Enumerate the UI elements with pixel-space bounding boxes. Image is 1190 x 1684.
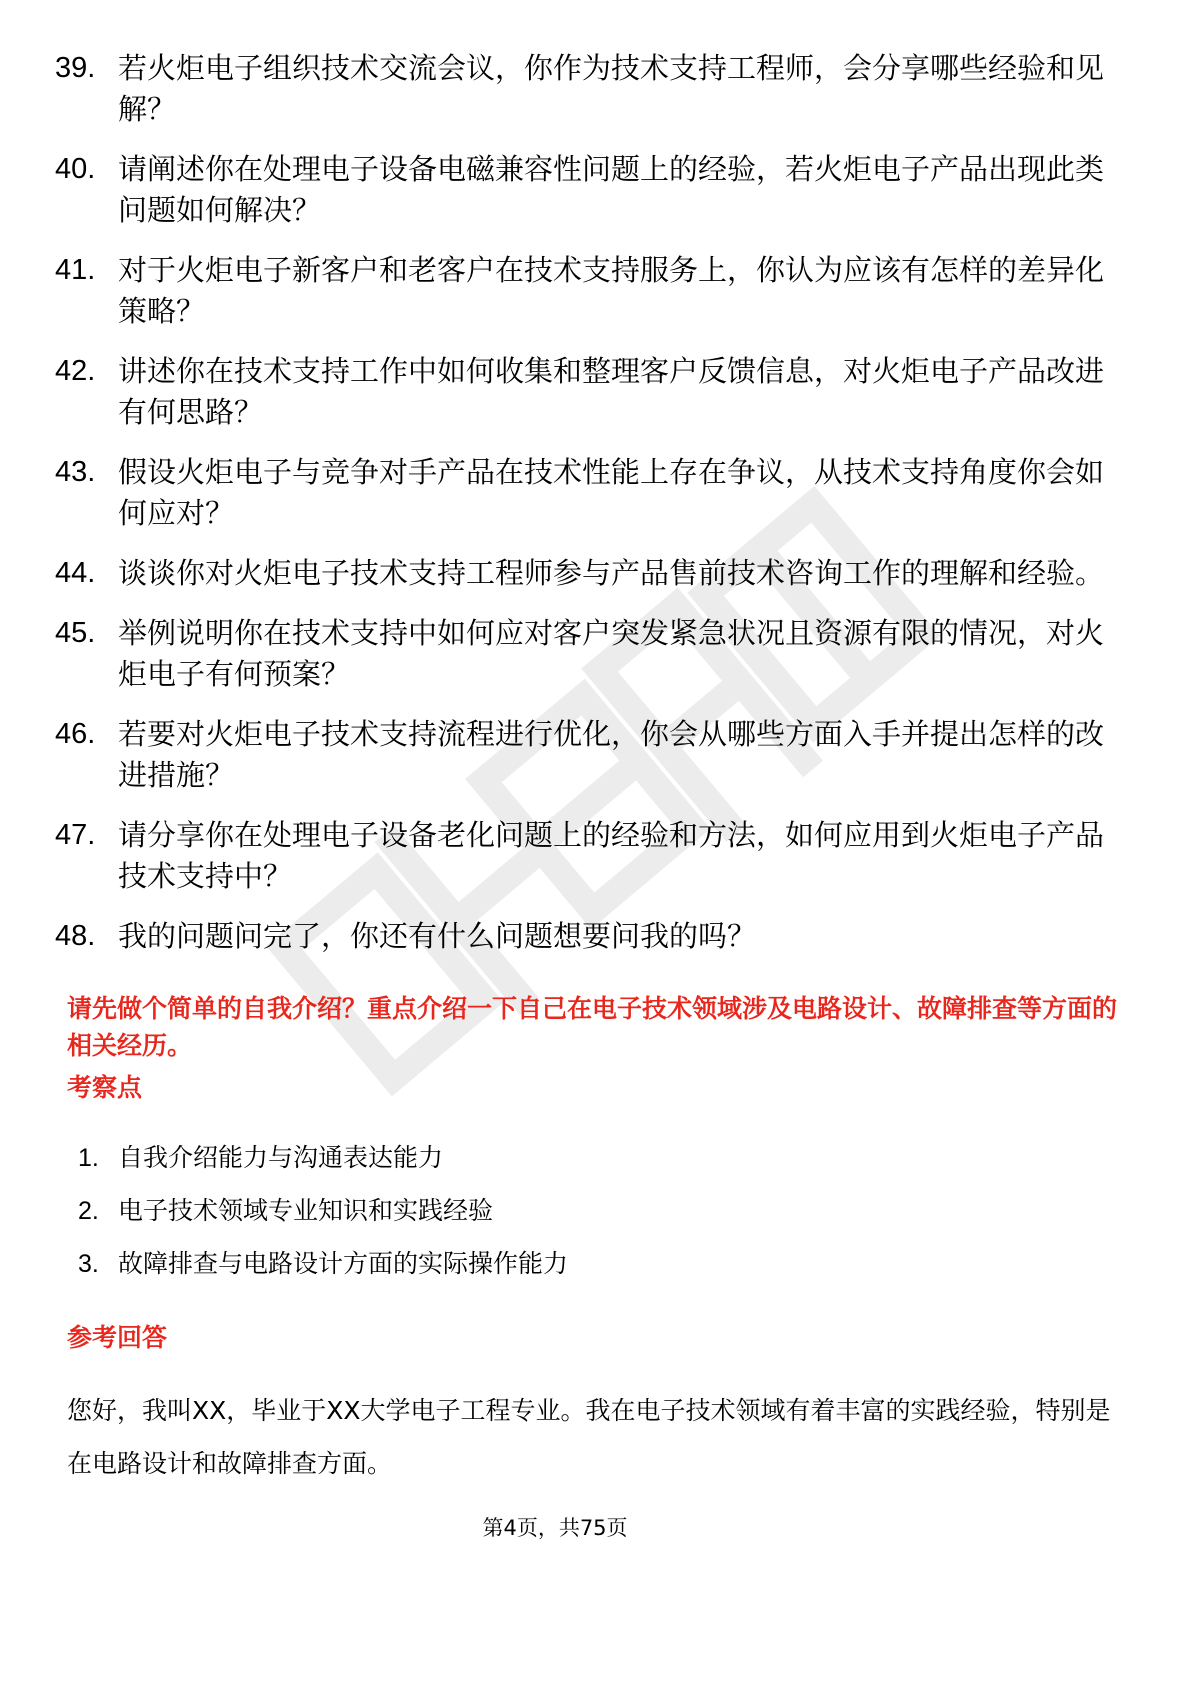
assessment-points-label: 考察点 (67, 1073, 143, 1102)
question-number: 47. (55, 819, 96, 851)
question-number: 46. (55, 718, 96, 750)
question-item (55, 815, 1135, 897)
question-number: 48. (55, 920, 96, 952)
point-number: 2. (78, 1197, 99, 1225)
section-question-heading: 请先做个简单的自我介绍？重点介绍一下自己在电子技术领域涉及电路设计、故障排查等方面的相关经历。 (67, 994, 1118, 1060)
question-text: 请阐述你在处理电子设备电磁兼容性问题上的经验，若火炬电子产品出现此类问题如何解决？ (118, 152, 1105, 227)
question-text: 谈谈你对火炬电子技术支持工程师参与产品售前技术咨询工作的理解和经验。 (118, 556, 1105, 590)
question-number: 45. (55, 617, 96, 649)
question-text: 我的问题问完了，你还有什么问题想要问我的吗？ (118, 919, 757, 953)
point-text: 故障排查与电路设计方面的实际操作能力 (118, 1249, 569, 1278)
question-item (55, 149, 1135, 231)
reference-answer-label: 参考回答 (67, 1323, 168, 1352)
question-text: 举例说明你在技术支持中如何应对客户突发紧急状况且资源有限的情况，对火炬电子有何预案？ (118, 616, 1105, 691)
assessment-point (78, 1246, 568, 1299)
question-item (55, 250, 1135, 332)
point-text: 电子技术领域专业知识和实践经验 (118, 1196, 494, 1225)
point-number: 1. (78, 1144, 99, 1172)
question-item (55, 916, 1135, 957)
assessment-points-list (78, 1140, 568, 1299)
question-item (55, 613, 1135, 695)
assessment-point (78, 1193, 568, 1246)
question-item (55, 351, 1135, 433)
point-number: 3. (78, 1250, 99, 1278)
question-text: 若火炬电子组织技术交流会议，你作为技术支持工程师，会分享哪些经验和见解？ (118, 51, 1105, 126)
question-number: 41. (55, 254, 96, 286)
reference-answer-text: 您好，我叫XX，毕业于XX大学电子工程专业。我在电子技术领域有着丰富的实践经验，特别是在电路设计和故障排查方面。 (67, 1396, 1111, 1478)
question-text: 请分享你在处理电子设备老化问题上的经验和方法，如何应用到火炬电子产品技术支持中？ (118, 818, 1105, 893)
question-text: 讲述你在技术支持工作中如何收集和整理客户反馈信息，对火炬电子产品改进有何思路？ (118, 354, 1105, 429)
assessment-point (78, 1140, 568, 1193)
question-text: 若要对火炬电子技术支持流程进行优化，你会从哪些方面入手并提出怎样的改进措施？ (118, 717, 1105, 792)
question-item (55, 553, 1135, 594)
question-list (55, 48, 1135, 976)
question-text: 假设火炬电子与竞争对手产品在技术性能上存在争议，从技术支持角度你会如何应对？ (118, 455, 1105, 530)
question-item (55, 452, 1135, 534)
question-item (55, 714, 1135, 796)
question-number: 42. (55, 355, 96, 387)
question-number: 40. (55, 153, 96, 185)
page-footer: 第4页，共75页 (482, 1516, 628, 1540)
point-text: 自我介绍能力与沟通表达能力 (118, 1143, 444, 1172)
question-number: 39. (55, 52, 96, 84)
question-number: 43. (55, 456, 96, 488)
question-text: 对于火炬电子新客户和老客户在技术支持服务上，你认为应该有怎样的差异化策略？ (118, 253, 1105, 328)
question-item (55, 48, 1135, 130)
question-number: 44. (55, 557, 96, 589)
